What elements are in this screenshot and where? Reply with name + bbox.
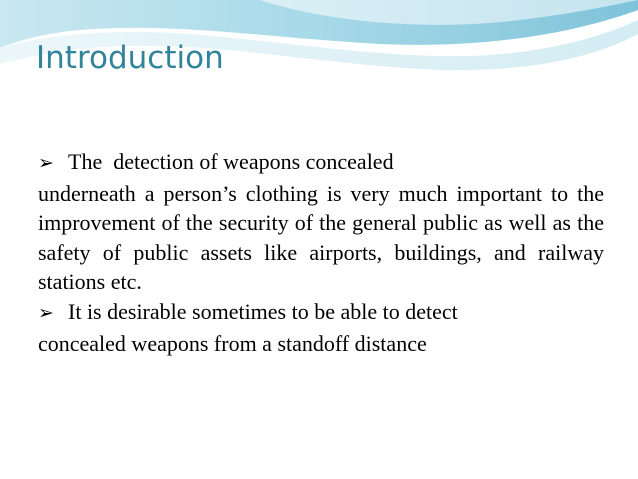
arrow-bullet-icon: ➢ [38, 152, 54, 174]
arrow-bullet-icon: ➢ [38, 301, 54, 324]
bullet-point-1-first-line: The detection of weapons concealed [68, 149, 394, 174]
bullet-point-1-text: underneath a person’s clothing is very much important to the improvement of the security of the general public as well as the safety of public assets like airports, buildings, and railway stations etc. [38, 180, 604, 295]
bullet-point-2 [38, 297, 604, 358]
bullet-point-1 [38, 147, 604, 297]
bullet-point-2-first-line: It is desirable sometimes to be able to detect [68, 298, 458, 324]
slide-body [38, 147, 604, 358]
slide-title: Introduction [36, 40, 224, 76]
bullet-point-2-text: concealed weapons from a standoff distance [38, 330, 427, 356]
